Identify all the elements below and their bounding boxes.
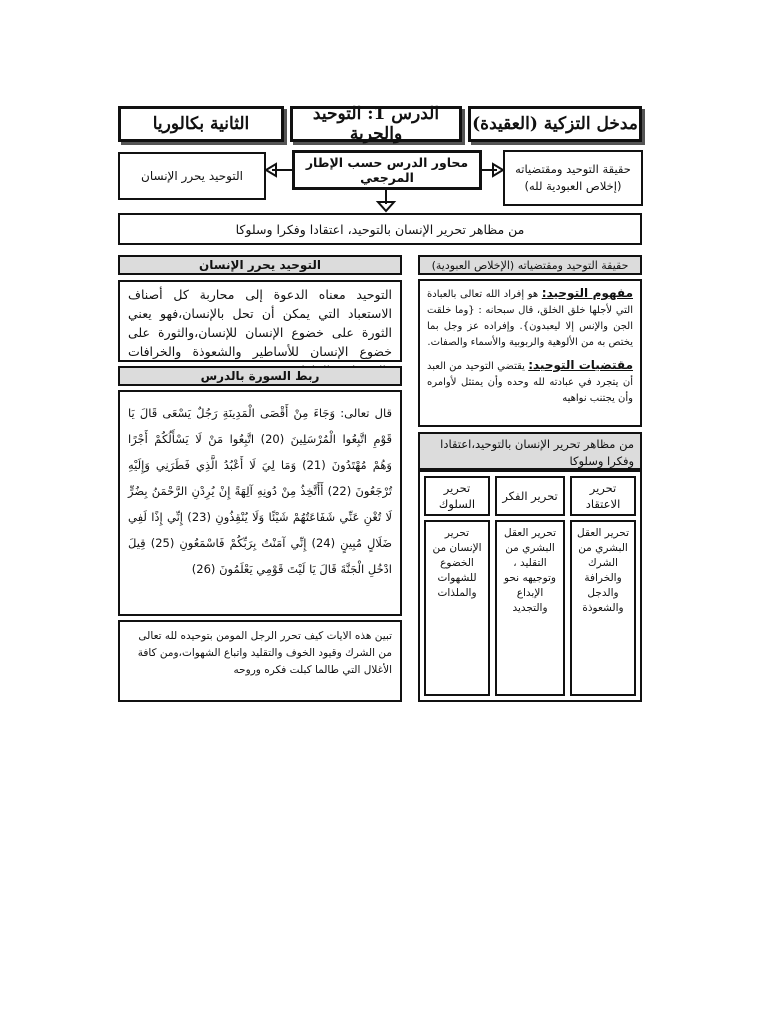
left-section2-title-text: ربط السورة بالدرس xyxy=(200,369,320,383)
requirements-paragraph xyxy=(427,357,633,407)
col-body-belief-text: تحرير العقل البشري من الشرك والخرافة والدجل والشعوذة xyxy=(577,527,629,614)
left-section1-title xyxy=(118,255,402,275)
lesson-title: الدرس 1: التوحيد والحرية xyxy=(312,104,440,144)
col-body-belief xyxy=(570,520,636,696)
col-heading-behavior xyxy=(424,476,490,516)
left-section1-text: التوحيد معناه الدعوة إلى محاربة كل أصناف الاستعباد التي يمكن أن تحل بالإنسان،فهو يعني الثورة على خضوع الإنسان للإنسان،والثورة على خضوع الإنسان للأساطير والشعوذة والخرافات xyxy=(128,287,392,359)
conclusion-text: تبين هذه الايات كيف تحرر الرجل المومن بتوحيده لله تعالى من الشرك وقيود الخوف والتقليد واتباع الشهوات،ومن كافة الأغلال التي طالما كبلت فكره وروحه xyxy=(137,630,392,676)
col-heading-thought-text: تحرير الفكر xyxy=(502,489,558,503)
quran-box xyxy=(118,390,402,616)
concept-text: هو إفراد الله تعالى بالعبادة التي لأجلها خلق الخلق، قال سبحانه : {وما خلقت الجن والإنس إلا ليعبدون}. وإفراده عز وجل بما يختص به من الألوهية والربوبية والأسماء والصفات. xyxy=(427,289,633,348)
col-heading-thought xyxy=(495,476,565,516)
col-heading-behavior-text: تحرير السلوك xyxy=(438,481,476,511)
axis-center-label: محاور الدرس حسب الإطار المرجعي xyxy=(305,155,469,185)
requirements-text: يقتضي التوحيد من العبد أن يتجرد في عبادته لله وحده وأن يمتثل لأوامره وأن يجتنب نواهيه xyxy=(427,361,633,404)
arrow-connectors xyxy=(0,0,768,230)
right-section1-title xyxy=(418,255,642,275)
class-label: الثانية بكالوريا xyxy=(152,114,250,134)
left-section1-body xyxy=(118,280,402,362)
axis-left-label: التوحيد يحرر الإنسان xyxy=(141,169,243,183)
right-section2-title-text: من مظاهر تحرير الإنسان بالتوحيد،اعتقادا وفكرا وسلوكا xyxy=(440,437,634,468)
requirements-label: مقتضيات التوحيد: xyxy=(528,358,633,372)
col-heading-belief xyxy=(570,476,636,516)
col-body-thought xyxy=(495,520,565,696)
col-body-behavior xyxy=(424,520,490,696)
right-section2-title xyxy=(418,432,642,470)
col-heading-belief-text: تحرير الاعتقاد xyxy=(585,481,621,511)
axis-right-label: حقيقة التوحيد ومقتضياته (إخلاص العبودية لله) xyxy=(515,162,631,193)
concept-paragraph xyxy=(427,285,633,351)
quran-text: قال تعالى: وَجَاءَ مِنْ أَقْصَى الْمَدِينَةِ رَجُلٌ يَسْعَى قَالَ يَا قَوْمِ اتَّبِعُوا الْمُرْسَلِينَ (20) اتَّبِعُوا مَنْ لَا يَسْأَلُكُمْ أَجْرًا وَهُمْ مُهْتَدُونَ (21) وَمَا لِيَ لَا أَعْبُدُ الَّذِي فَطَرَنِي وَإِلَيْهِ تُرْجَعُونَ (22) أَأَتَّخِذُ مِنْ دُونِهِ آلِهَةً إِنْ يُرِدْنِ الرَّحْمَنُ بِضُرٍّ لَا تُغْنِ عَنِّي شَفَاعَتُهُمْ شَيْئًا وَلَا يُنْقِذُونِ (23) إِنِّي إِذًا لَفِي ضَلَالٍ مُبِينٍ (24) إِنِّي آمَنْتُ بِرَبِّكُمْ فَاسْمَعُونِ (25) قِيلَ ادْخُلِ الْجَنَّةَ قَالَ يَا لَيْتَ قَوْمِي يَعْلَمُونَ (26) xyxy=(128,406,393,576)
concept-label: مفهوم التوحيد: xyxy=(541,286,633,300)
axis-bottom-box xyxy=(118,213,642,245)
col-body-behavior-text: تحرير الإنسان من الخضوع للشهوات والملذات xyxy=(432,527,482,599)
left-section1-title-text: التوحيد يحرر الإنسان xyxy=(199,258,321,272)
right-section1-title-text: حقيقة التوحيد ومقتضياته (الإخلاص العبودية) xyxy=(431,258,629,272)
right-section1-body xyxy=(418,279,642,427)
axis-bottom-label: من مظاهر تحرير الإنسان بالتوحيد، اعتقادا وفكرا وسلوكا xyxy=(235,221,525,237)
conclusion-box xyxy=(118,620,402,702)
col-body-thought-text: تحرير العقل البشري من التقليد ، وتوجيهه نحو الإبداع والتجديد xyxy=(503,527,556,614)
module-title: مدخل التزكية (العقيدة) xyxy=(472,114,638,134)
left-section2-title xyxy=(118,366,402,386)
